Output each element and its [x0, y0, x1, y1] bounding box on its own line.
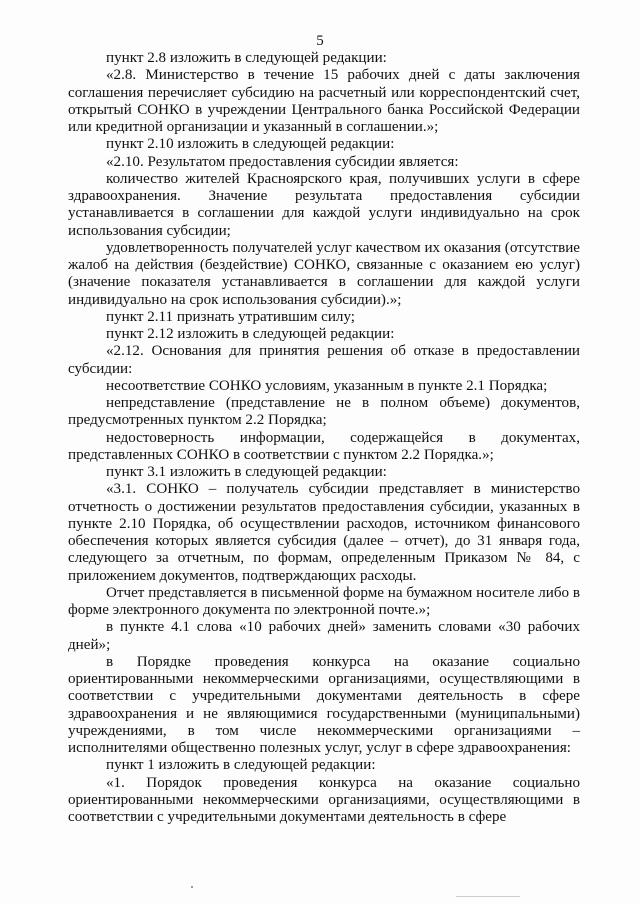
- paragraph: недостоверность информации, содержащейся в документах, представленных СОНКО в соответствии с пунктом 2.2 Порядка.»;: [68, 429, 580, 463]
- paragraph: несоответствие СОНКО условиям, указанным в пункте 2.1 Порядка;: [106, 377, 548, 394]
- paragraph: пункт 2.11 признать утратившим силу;: [106, 308, 355, 325]
- paragraph: «2.12. Основания для принятия решения об отказе в предоставлении субсидии:: [68, 343, 580, 377]
- paragraph: Отчет представляется в письменной форме на бумажном носителе либо в форме электронного документа по электронной почте.»;: [68, 584, 580, 618]
- scan-speck: [191, 886, 193, 888]
- paragraph: пункт 2.8 изложить в следующей редакции:: [106, 50, 387, 66]
- paragraph: пункт 1 изложить в следующей редакции:: [106, 757, 376, 774]
- paragraph: количество жителей Красноярского края, получивших услуги в сфере здравоохранения. Значение результата предоставления субсидии устанавливается в соглашении для каждой услуги индивидуально на срок использования субсидии;: [68, 170, 580, 239]
- document-body: [68, 50, 580, 826]
- paragraph: непредставление (представление не в полном объеме) документов, предусмотренных пунктом 2.2 Порядка;: [68, 395, 580, 429]
- paragraph: пункт 2.12 изложить в следующей редакции:: [106, 326, 395, 342]
- paragraph: «3.1. СОНКО – получатель субсидии представляет в министерство отчетность о достижении результатов предоставления субсидии, указанных в пункте 2.10 Порядка, об осуществлении расходов, источником финансового обеспечения которых является субсидия (далее – отчет), до 31 января года, следующего за отчетным, по формам, определенным Приказом № 84, с приложением документов, подтверждающих расходы.: [68, 481, 580, 584]
- paragraph: пункт 3.1 изложить в следующей редакции:: [106, 464, 387, 480]
- paragraph: пункт 2.10 изложить в следующей редакции:: [106, 136, 395, 153]
- page-number: 5: [316, 33, 324, 49]
- scan-edge-mark: [456, 896, 520, 897]
- paragraph: «2.8. Министерство в течение 15 рабочих дней с даты заключения соглашения перечисляет субсидию на расчетный или корреспондентский счет, открытый СОНКО в учреждении Центрального банка Российской Федерации или кредитной организации и указанный в соглашении.»;: [68, 67, 580, 135]
- paragraph: в Порядке проведения конкурса на оказание социально ориентированными некоммерческими организациями, осуществляющими в соответствии с учредительными документами деятельность в сфере здравоохранения и не являющимися государственными (муниципальными) учреждениями, в том числе некоммерческими организациями – исполнителями общественно полезных услуг, услуг в сфере здравоохранения:: [68, 653, 580, 756]
- paragraph: удовлетворенность получателей услуг качеством их оказания (отсутствие жалоб на действия (бездействие) СОНКО, связанные с оказанием ею услуг) (значение показателя устанавливается в соглашении для каждой услуги индивидуально на срок использования субсидии).»;: [68, 239, 580, 308]
- paragraph: «1. Порядок проведения конкурса на оказание социально ориентированными некоммерческими организациями, осуществляющими в соответствии с учредительными документами деятельность в сфере: [68, 774, 580, 825]
- paragraph: «2.10. Результатом предоставления субсидии является:: [106, 153, 459, 170]
- paragraph: в пункте 4.1 слова «10 рабочих дней» заменить словами «30 рабочих дней»;: [68, 619, 580, 653]
